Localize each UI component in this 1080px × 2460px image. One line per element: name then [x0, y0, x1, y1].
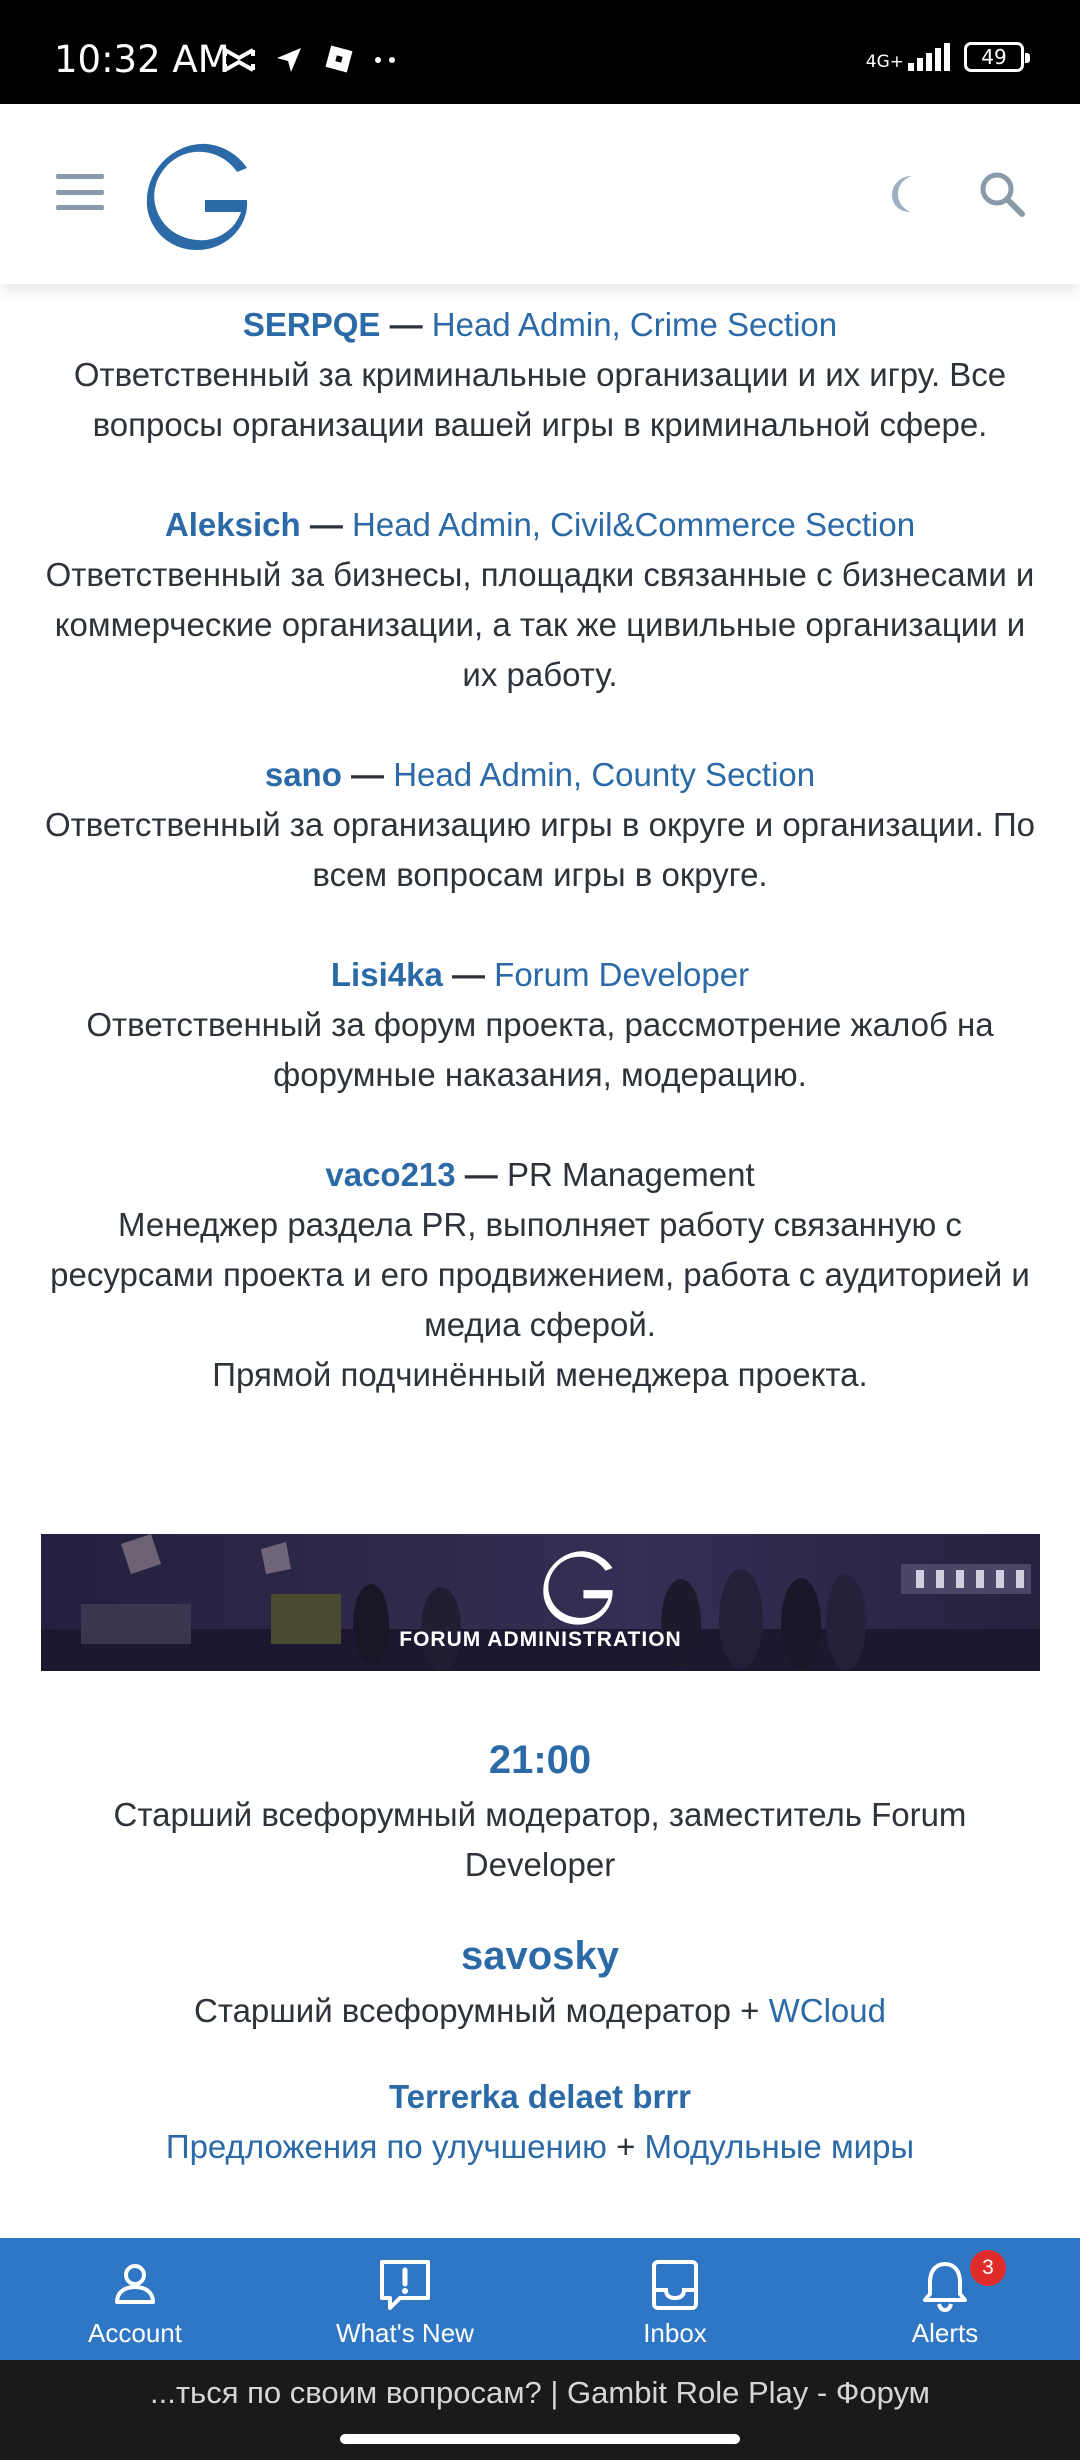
alerts-badge: 3 — [970, 2250, 1006, 2286]
staff-entry: Aleksich — Head Admin, Civil&Commerce Section Ответственный за бизнесы, площадки связанные с бизнесами и коммерческие организации, а так же цивильные организации и их работу. — [40, 500, 1040, 700]
notification-icons — [222, 44, 400, 76]
staff-description: Ответственный за форум проекта, рассмотрение жалоб на форумные наказания, модерацию. — [86, 1006, 994, 1093]
forum-administration-banner — [41, 1534, 1040, 1671]
staff-role-link[interactable]: Head Admin, Crime Section — [431, 306, 838, 343]
search-icon[interactable] — [976, 168, 1028, 220]
moderator-description: Старший всефорумный модератор, заместитель Forum Developer — [113, 1796, 967, 1883]
bottom-navigation — [0, 2238, 1080, 2360]
staff-description-extra: Прямой подчинённый менеджера проекта. — [212, 1356, 868, 1393]
staff-role: PR Management — [506, 1156, 755, 1193]
capcut-icon — [222, 46, 256, 74]
moderator-entry: Terrerka delaet brrr Предложения по улучшению + Модульные миры — [40, 2072, 1040, 2172]
moderator-entry — [40, 1730, 1040, 1890]
status-time: 10:32 AM — [54, 38, 230, 81]
staff-description: Ответственный за криминальные организации и их игру. Все вопросы организации вашей игры в криминальной сфере. — [73, 356, 1007, 443]
battery-level: 49 — [981, 45, 1007, 69]
more-dots-icon — [372, 55, 400, 65]
staff-role-link[interactable]: Head Admin, County Section — [393, 756, 816, 793]
staff-description: Менеджер раздела PR, выполняет работу связанную с ресурсами проекта и его продвижением, работа с аудиторией и медиа сферой. — [50, 1206, 1030, 1343]
status-bar — [0, 0, 1080, 104]
staff-name-link[interactable]: vaco213 — [325, 1156, 456, 1193]
navigation-arrow-icon — [274, 45, 304, 75]
staff-role-link[interactable]: Forum Developer — [494, 956, 750, 993]
suggestions-link[interactable]: Предложения по улучшению — [165, 2128, 607, 2165]
nav-inbox[interactable] — [540, 2238, 810, 2360]
roblox-icon — [322, 44, 354, 76]
modular-worlds-link[interactable]: Модульные миры — [644, 2128, 915, 2165]
staff-list — [40, 300, 1040, 1450]
staff-description: Ответственный за организацию игры в округе и организации. По всем вопросам игры в округе. — [44, 806, 1036, 893]
inbox-icon — [646, 2256, 704, 2314]
page-title-bar — [0, 2360, 1080, 2460]
hamburger-icon[interactable] — [56, 174, 104, 210]
staff-entry: sano — Head Admin, County Section Ответственный за организацию игры в округе и организации. По всем вопросам игры в округе. — [40, 750, 1040, 900]
staff-name-link[interactable]: sano — [264, 756, 342, 793]
staff-entry: vaco213 — PR Management Менеджер раздела PR, выполняет работу связанную с ресурсами проекта и его продвижением, работа с аудиторией и медиа сферой. Прямой подчинённый менеджера проекта. — [40, 1150, 1040, 1400]
staff-role-link[interactable]: Head Admin, Civil&Commerce Section — [352, 506, 916, 543]
staff-name-link[interactable]: Lisi4ka — [330, 956, 443, 993]
bell-icon — [916, 2256, 974, 2314]
staff-name-link[interactable]: Aleksich — [164, 506, 301, 543]
banner-title: FORUM ADMINISTRATION — [399, 1628, 682, 1651]
nav-alerts[interactable] — [810, 2238, 1080, 2360]
moderator-entry — [40, 1926, 1040, 2036]
network-type: 4G+ — [865, 52, 904, 72]
moderator-name-link[interactable]: savosky — [461, 1934, 619, 1978]
battery-icon — [964, 42, 1024, 72]
moderator-list — [40, 1730, 1040, 2208]
nav-account-label: Account — [88, 2318, 182, 2348]
staff-entry: Lisi4ka — Forum Developer Ответственный за форум проекта, рассмотрение жалоб на форумные наказания, модерацию. — [40, 950, 1040, 1100]
moderator-description: Старший всефорумный модератор + — [194, 1992, 769, 2029]
nav-alerts-label: Alerts — [911, 2318, 979, 2348]
nav-whats-new[interactable] — [270, 2238, 540, 2360]
nav-account[interactable] — [0, 2238, 270, 2360]
staff-name-link[interactable]: SERPQE — [242, 306, 381, 343]
banner-logo — [540, 1550, 620, 1626]
app-header — [0, 104, 1080, 284]
moon-icon[interactable] — [882, 170, 928, 216]
whats-new-icon — [376, 2256, 434, 2314]
moderator-name-link[interactable]: Terrerka delaet brrr — [388, 2078, 692, 2115]
moderator-name-link[interactable]: 21:00 — [488, 1738, 592, 1782]
nav-whats-new-label: What's New — [336, 2318, 474, 2348]
staff-entry: SERPQE — Head Admin, Crime Section Ответственный за криминальные организации и их игру. Все вопросы организации вашей игры в криминальной сфере. — [40, 300, 1040, 450]
gambit-logo[interactable] — [145, 142, 255, 252]
home-indicator[interactable] — [340, 2434, 740, 2444]
nav-inbox-label: Inbox — [643, 2318, 707, 2348]
account-icon — [106, 2256, 164, 2314]
wcloud-link[interactable]: WCloud — [768, 1992, 886, 2029]
staff-description: Ответственный за бизнесы, площадки связанные с бизнесами и коммерческие организации, а так же цивильные организации и их работу. — [45, 556, 1035, 693]
signal-icon — [908, 43, 950, 71]
page-title: ...ться по своим вопросам? | Gambit Role Play - Форум — [150, 2375, 930, 2410]
